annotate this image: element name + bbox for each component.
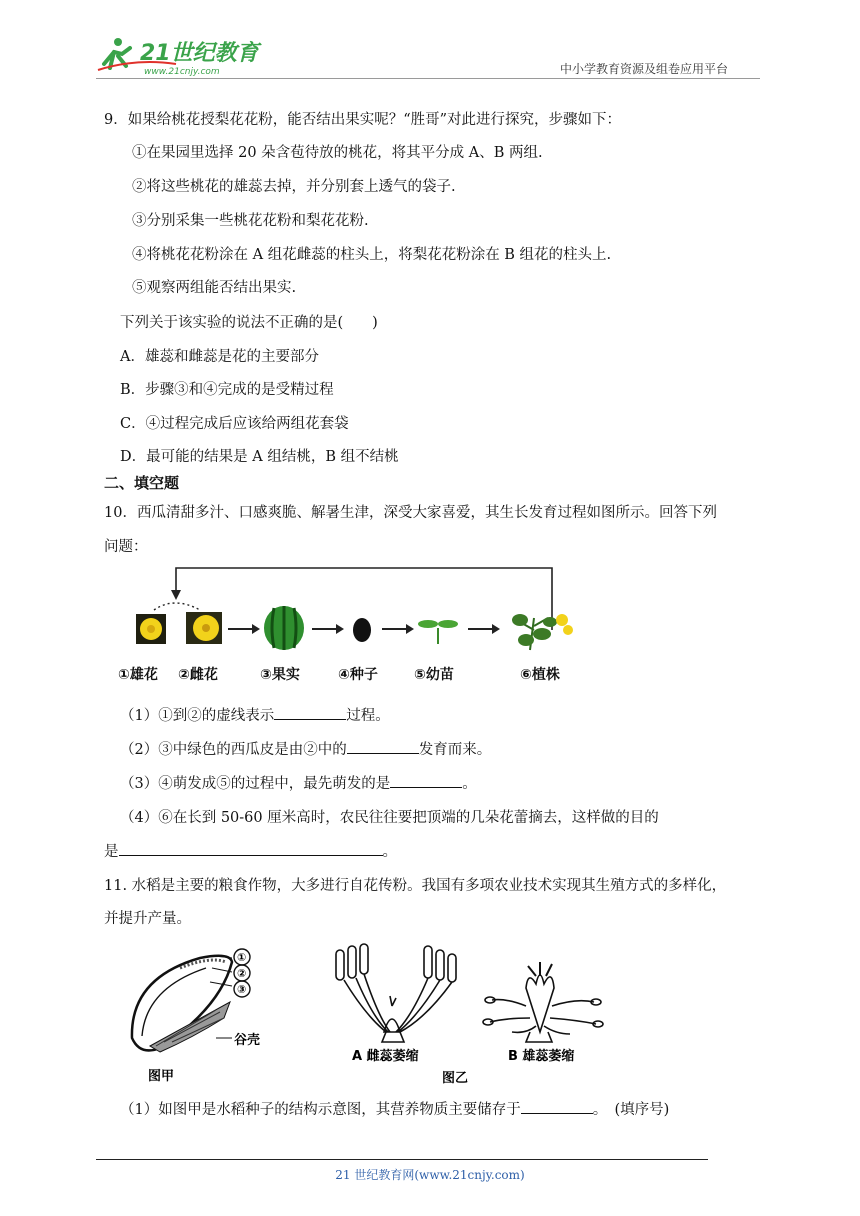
q11-sub1-text: （1）如图甲是水稻种子的结构示意图，其营养物质主要储存于 <box>120 1102 521 1118</box>
rice-flower-figure <box>326 936 626 1088</box>
q9-option-a[interactable]: A．雄蕊和雌蕊是花的主要部分 <box>120 349 319 365</box>
q10-sub1-tail: 过程。 <box>346 708 390 724</box>
q10-sub3-text: （3）④萌发成⑤的过程中，最先萌发的是 <box>120 776 391 792</box>
q10-sub4: （4）⑥在长到 50-60 厘米高时，农民往往要把顶端的几朵花蕾摘去，这样做的目的 <box>120 810 659 826</box>
fig-yi-caption: 图乙 <box>442 1071 469 1086</box>
q10-sub1-text: （1）①到②的虚线表示 <box>120 708 275 724</box>
q9-question: 下列关于该实验的说法不正确的是( ) <box>120 315 378 331</box>
fig-label-fruit: ③果实 <box>260 667 300 683</box>
fig-label-female-flower: ②雌花 <box>178 667 218 683</box>
rice-seed-figure <box>120 938 290 1088</box>
arrow-icon <box>252 624 260 634</box>
q11-stem-line2: 并提升产量。 <box>104 911 191 927</box>
watermelon-lifecycle-figure <box>116 560 596 690</box>
q10-sub4-cont-text: 是 <box>104 844 119 860</box>
site-logo <box>96 34 266 78</box>
q9-stem: 9．如果给桃花授梨花花粉，能否结出果实呢？“胜哥”对此进行探究，步骤如下： <box>104 112 622 128</box>
logo-text: 21世纪教育 <box>140 41 259 66</box>
flower-a-pistil-atrophy <box>336 944 456 1042</box>
plant-icon <box>512 614 573 650</box>
fig-yi-caption-b: B 雄蕊萎缩 <box>508 1049 575 1064</box>
rice-label-2: ② <box>237 967 247 980</box>
fig-jia-caption: 图甲 <box>148 1069 175 1084</box>
header-platform-text: 中小学教育资源及组卷应用平台 <box>560 62 729 76</box>
answer-blank[interactable] <box>347 739 419 754</box>
q10-sub3 <box>120 772 477 793</box>
footer-site-link[interactable]: 21 世纪教育网(www.21cnjy.com) <box>335 1168 525 1182</box>
q10-stem-line2: 问题： <box>104 539 148 555</box>
logo-subtext: www.21cnjy.com <box>144 67 220 77</box>
q9-step-1: ①在果园里选择 20 朵含苞待放的桃花，将其平分成 A、B 两组. <box>132 145 543 161</box>
q9-option-b[interactable]: B．步骤③和④完成的是受精过程 <box>120 382 334 398</box>
fig-label-seedling: ⑤幼苗 <box>414 667 454 683</box>
answer-blank[interactable] <box>390 773 462 788</box>
q10-sub3-tail: 。 <box>462 776 477 792</box>
arrow-icon <box>406 624 414 634</box>
q10-sub1 <box>120 704 390 725</box>
logo-runner-icon <box>96 34 266 78</box>
seed-icon <box>353 618 371 642</box>
q9-option-c[interactable]: C．④过程完成后应该给两组花套袋 <box>120 416 349 432</box>
q10-sub2 <box>120 738 491 759</box>
q9-step-5: ⑤观察两组能否结出果实. <box>132 280 297 296</box>
q9-step-2: ②将这些桃花的雄蕊去掉，并分别套上透气的袋子. <box>132 179 456 195</box>
answer-blank[interactable] <box>274 705 346 720</box>
q9-step-4: ④将桃花花粉涂在 A 组花雌蕊的柱头上，将梨花花粉涂在 B 组花的柱头上. <box>132 247 612 263</box>
q10-sub2-text: （2）③中绿色的西瓜皮是由②中的 <box>120 742 347 758</box>
arrow-icon <box>492 624 500 634</box>
rice-label-husk: 谷壳 <box>234 1033 261 1048</box>
q10-sub2-tail: 发育而来。 <box>418 742 492 758</box>
footer-divider <box>96 1159 708 1160</box>
q9-step-3: ③分别采集一些桃花花粉和梨花花粉. <box>132 213 369 229</box>
flower-b-stamen-atrophy <box>483 962 603 1042</box>
feedback-arrowhead-icon <box>171 590 181 600</box>
header-divider <box>96 78 760 79</box>
fig-label-male-flower: ①雄花 <box>118 667 158 683</box>
q11-sub1 <box>120 1098 669 1119</box>
q10-sub4-cont <box>104 840 397 861</box>
section-heading-fill-blank: 二、填空题 <box>104 474 180 492</box>
pollination-dotted-arc <box>154 603 200 610</box>
fig-label-plant: ⑥植株 <box>520 667 560 683</box>
rice-label-1: ① <box>237 951 247 964</box>
q11-stem-line1: 11. 水稻是主要的粮食作物，大多进行自花传粉。我国有多项农业技术实现其生殖方式的多样化， <box>104 878 727 894</box>
q11-sub1-tail: 。 (填序号) <box>592 1102 670 1118</box>
q10-sub4-tail: 。 <box>382 844 397 860</box>
rice-label-3: ③ <box>237 983 247 996</box>
q9-option-d[interactable]: D．最可能的结果是 A 组结桃，B 组不结桃 <box>120 449 399 465</box>
fig-yi-caption-a: A 雌蕊萎缩 <box>352 1049 419 1064</box>
fig-label-seed: ④种子 <box>338 667 378 683</box>
arrow-icon <box>336 624 344 634</box>
answer-blank[interactable] <box>521 1099 593 1114</box>
q10-stem-line1: 10．西瓜清甜多汁、口感爽脆、解暑生津，深受大家喜爱，其生长发育过程如图所示。回答下列 <box>104 505 717 521</box>
answer-blank[interactable] <box>119 841 383 856</box>
